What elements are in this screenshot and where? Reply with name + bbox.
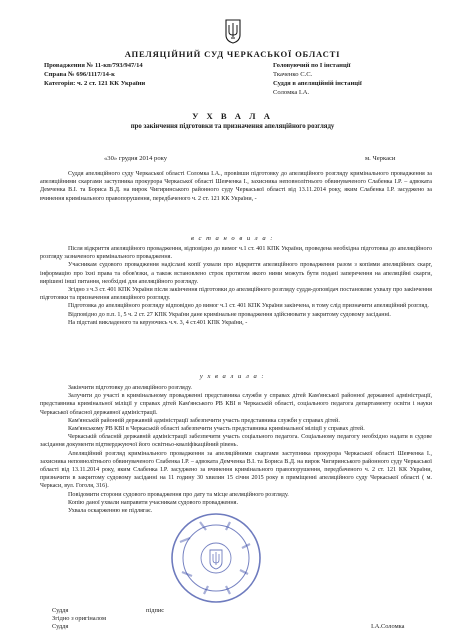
signature-copy-note: Згідно з оригіналом [52, 615, 107, 622]
court-seal-stamp [170, 512, 262, 604]
decided-paragraph: Закінчити підготовку до апеляційного розгляду. [68, 385, 192, 391]
signature-placeholder: підпис [146, 607, 165, 614]
first-instance-judge: Ткаченко С.С. [273, 71, 313, 78]
established-paragraph: Після відкриття апеляційного провадження, відповідно до вимог ч.1 ст. 401 КПК України, проведена необхідна підготовка до апеляційного розгляду зазначеного кримінального провадження. [40, 246, 432, 261]
decided-paragraph: Апеляційний розгляд кримінального провадження за апеляційними скаргами заступника прокурора Черкаської області Шевченка І., захисника неповнолітнього обвинуваченого Слабенка І.Р. – адвоката Демченка В.І. та Бориса В.Д. на вирок Чигиринського районного суду Черкаської області від 13.11.2014 року, яким Слабенка І.Р. засуджено за вчинення кримінального правопорушення, передбаченого ч. 2 ст. 121 КК України, призначити в закритому судовому засіданні на 11 годину 30 хвилин 15 січня 2015 року в приміщенні апеляційного суду Черкаської області ( м. Черкаси, вул. Гоголя, 316). [40, 450, 432, 490]
established-paragraph: Відповідно до п.п. 1, 5 ч. 2 ст. 27 КПК України дане кримінальне провадження здійснювати у закритому судовому засіданні. [68, 311, 391, 318]
coat-of-arms-icon [223, 18, 243, 44]
proceeding-number: Провадження № 11-кп/793/947/14 [44, 62, 143, 69]
signature-judge-label: Суддя [52, 607, 69, 614]
document-date: «30» грудня 2014 року [104, 155, 168, 162]
case-info [44, 61, 145, 88]
decided-paragraph: Кам'янській районній державній адміністрації забезпечити участь представника служби у справах дітей. [68, 417, 340, 424]
document-type: У Х В А Л А [192, 111, 273, 121]
decided-paragraph: Залучити до участі в кримінальному провадженні представника служби у справах дітей Кам'янської районної державної адміністрації, представника кримінальної міліції у справах дітей Кам'янського РВ КВІ в Черкаській області, соціального педагога департаменту освіти і науки Черкаської обласної державної адміністрації. [40, 393, 432, 416]
signature-block [52, 607, 106, 631]
document-city: м. Черкаси [365, 155, 396, 162]
judges-info [273, 61, 362, 97]
case-category: Категорія: ч. 2 ст. 121 КК України [44, 80, 146, 87]
established-section [40, 245, 432, 327]
established-paragraph: Підготовка до апеляційного розгляду відповідно до вимог ч.1 ст. 401 КПК України закінчена, в тому слід призначити апеляційний розгляд. [68, 303, 429, 310]
decided-paragraph: Черкаській обласній державній адміністрації забезпечити участь соціального педагога. Соціальному педагогу необхідно надати в судове засідання документи підтверджуючої його освітньо-кваліфікаційний рівень. [40, 434, 432, 449]
first-instance-label: Головуючий по І інстанції [273, 62, 351, 69]
established-paragraph: Учасникам судового провадження надіслані копії ухвали про відкриття апеляційного провадження разом з копіями апеляційних скарг, інформацію про їхні права та обов'язки, а також встановлено строк протягом якого ними можуть бути подані заперечення на апеляційні скарги, вирішені інші питання, необхідні для апеляційного розгляду. [40, 262, 432, 285]
intro-paragraph [40, 170, 432, 203]
section-decided: у х в а л и л а : [199, 373, 266, 380]
established-paragraph: Згідно з ч.3 ст. 401 КПК України після закінчення підготовки до апеляційного розгляду суддя-доповідач постановляє ухвалу про закінчення підготовки та призначення апеляційного розгляду. [40, 287, 432, 302]
signature-judge-label-2: Суддя [52, 623, 69, 630]
document-subtitle: про закінчення підготовки та призначення апеляційного розгляду [130, 123, 335, 130]
decided-paragraph: Кам'янському РВ КВІ в Черкаській області забезпечити участь представника кримінальної міліції у справах дітей. [68, 426, 365, 433]
decided-section [40, 384, 432, 515]
section-established: в с т а н о в и л а : [191, 235, 274, 242]
established-paragraph: На підставі викладеного та керуючись ч.ч. 3, 4 ст.401 КПК України, - [68, 319, 248, 326]
signature-name: І.А.Соломка [371, 623, 405, 630]
case-number: Справа № 696/1117/14-к [44, 71, 115, 78]
appeal-judge-label: Суддя в апеляційній інстанції [273, 80, 362, 87]
decided-paragraph: Копію даної ухвали направити учасникам судового провадження. [68, 499, 238, 506]
intro-text: Суддя апеляційного суду Черкаської області Соломка І.А., провівши підготовку до апеляційного розгляду кримінального провадження за апеляційними скаргами заступника прокурора Черкаської області Шевченка І., захисника неповнолітнього обвинуваченого Слабенка І.Р. – адвоката Демченка В.І. та Бориса В.Д. на вирок Чигиринського районного суду Черкаської області від 13.11.2014 року, яким Слабенка І.Р. засуджено за вчинення кримінального правопорушення, передбаченого ч. 2 ст. 121 КК України, - [40, 171, 432, 202]
decided-paragraph: Повідомити сторони судового провадження про дату та місце апеляційного розгляду. [68, 491, 289, 498]
decided-paragraph: Ухвала оскарженню не підлягає. [68, 508, 153, 515]
appeal-judge: Соломка І.А. [273, 89, 310, 96]
court-title: АПЕЛЯЦІЙНИЙ СУД ЧЕРКАСЬКОЇ ОБЛАСТІ [124, 49, 341, 59]
